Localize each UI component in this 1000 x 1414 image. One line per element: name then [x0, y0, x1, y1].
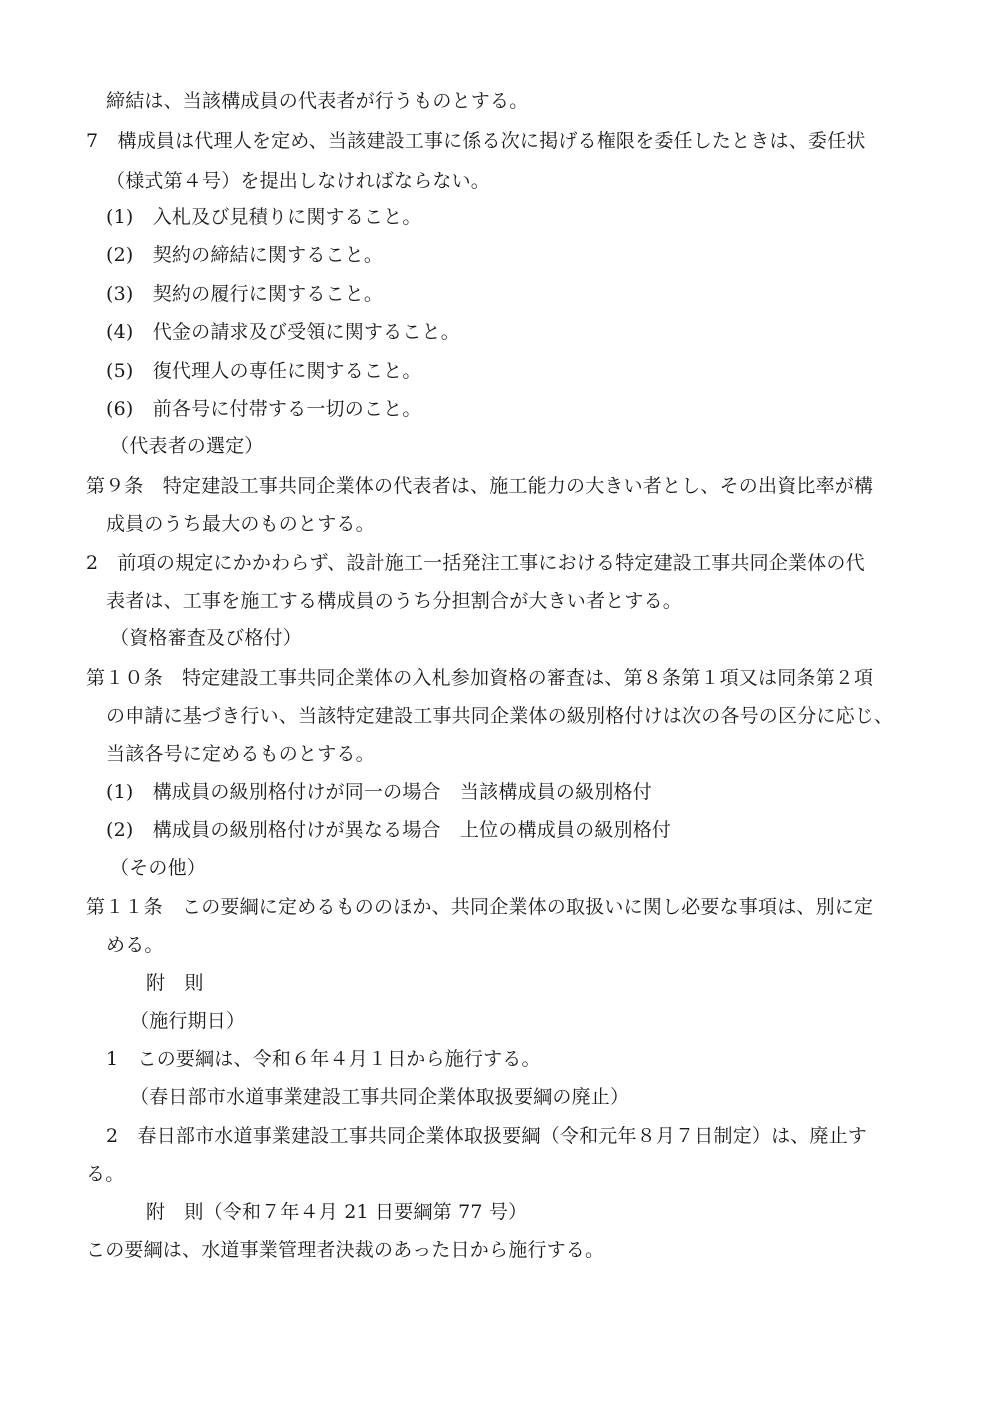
section-heading: （春日部市水道事業建設工事共同企業体取扱要綱の廃止）: [130, 1086, 630, 1108]
section-heading: （資格審査及び格付）: [110, 627, 303, 649]
text-line: る。: [86, 1163, 125, 1185]
list-item: (3) 契約の履行に関すること。: [106, 283, 384, 305]
supplementary-heading: 附 則（令和７年４月 21 日要綱第 77 号）: [146, 1201, 528, 1223]
text-line: 成員のうち最大のものとする。: [106, 513, 375, 535]
list-item: (1) 構成員の級別格付けが同一の場合 当該構成員の級別格付: [106, 781, 652, 803]
list-item: (2) 契約の締結に関すること。: [106, 244, 384, 266]
paragraph-2: 2 前項の規定にかかわらず、設計施工一括発注工事における特定建設工事共同企業体の代: [86, 552, 865, 574]
text-line: （様式第４号）を提出しなければならない。: [106, 170, 491, 192]
section-heading: （施行期日）: [130, 1010, 246, 1032]
list-item: (6) 前各号に付帯する一切のこと。: [106, 398, 422, 420]
paragraph-1: 1 この要綱は、令和６年４月１日から施行する。: [106, 1048, 541, 1070]
section-heading: （代表者の選定）: [110, 435, 264, 457]
supplementary-heading: 附 則: [146, 972, 204, 994]
paragraph-7: 7 構成員は代理人を定め、当該建設工事に係る次に掲げる権限を委任したときは、委任状: [86, 130, 866, 152]
text-line: の申請に基づき行い、当該特定建設工事共同企業体の級別格付けは次の各号の区分に応じ、: [106, 705, 894, 727]
text-line: 締結は、当該構成員の代表者が行うものとする。: [106, 90, 529, 112]
text-line: この要綱は、水道事業管理者決裁のあった日から施行する。: [86, 1239, 605, 1261]
paragraph-2: 2 春日部市水道事業建設工事共同企業体取扱要綱（令和元年８月７日制定）は、廃止す: [106, 1125, 868, 1147]
list-item: (1) 入札及び見積りに関すること。: [106, 206, 422, 228]
article-9: 第９条 特定建設工事共同企業体の代表者は、施工能力の大きい者とし、その出資比率が構: [86, 475, 874, 497]
list-item: (5) 復代理人の専任に関すること。: [106, 360, 422, 382]
list-item: (4) 代金の請求及び受領に関すること。: [106, 321, 460, 343]
article-10: 第１０条 特定建設工事共同企業体の入札参加資格の審査は、第８条第１項又は同条第２項: [86, 667, 874, 689]
text-line: 表者は、工事を施工する構成員のうち分担割合が大きい者とする。: [106, 590, 683, 612]
text-line: 当該各号に定めるものとする。: [106, 743, 375, 765]
list-item: (2) 構成員の級別格付けが異なる場合 上位の構成員の級別格付: [106, 819, 672, 841]
article-11: 第１１条 この要綱に定めるもののほか、共同企業体の取扱いに関し必要な事項は、別に定: [86, 896, 874, 918]
section-heading: （その他）: [110, 857, 207, 879]
text-line: める。: [106, 934, 164, 956]
